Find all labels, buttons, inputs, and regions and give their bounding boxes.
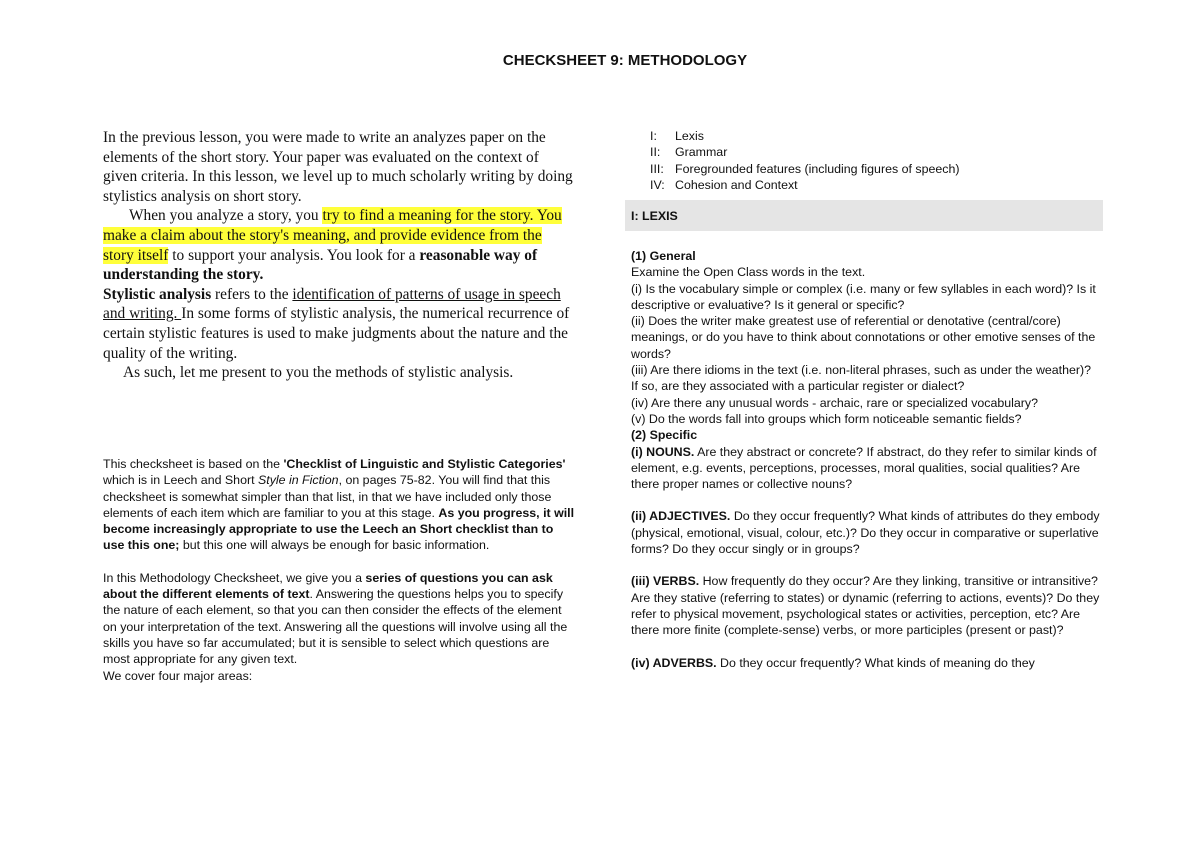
general-intro: Examine the Open Class words in the text. (631, 265, 866, 280)
page-title: CHECKSHEET 9: METHODOLOGY (502, 52, 748, 69)
intro-paragraph-2 (103, 206, 573, 284)
intro-p3-text-b: In some forms of stylistic analysis, the numerical recurrence of certain stylistic features is used to make judgments about the nature and the quality of the writing. (103, 305, 570, 362)
adverbs-item (631, 655, 1101, 671)
adverbs-text: Do they occur frequently? What kinds of meaning do they (716, 655, 1035, 670)
intro-paragraph-3 (103, 285, 573, 363)
intro-p2-text-a: When you analyze a story, you (129, 207, 323, 225)
verbs-label: (iii) VERBS. (631, 574, 700, 589)
underlined-text: identification of patterns of usage in speech and writing. (103, 285, 561, 323)
list-item-label: Lexis (675, 129, 704, 143)
checksheet-p2-text-b: . Answering the questions helps you to specify the nature of each element, so that you can then consider the effects of the element on your interpretation of the text. Answering all the questions will involve using all the skills you have so far accumulated; but it is sensible to select which questions are most appropriate for any given text. (103, 587, 568, 667)
checksheet-p1-bold: 'Checklist of Linguistic and Stylistic Categories' (283, 457, 566, 471)
checksheet-description (103, 456, 578, 684)
intro-section (103, 128, 573, 383)
lexis-section-heading: I: LEXIS (625, 200, 1103, 231)
checksheet-paragraph-2 (103, 570, 578, 668)
spacer (631, 557, 1101, 573)
highlighted-text: try to find a meaning for the story. You make a claim about the story's meaning, and provide evidence from the story itself (103, 207, 562, 264)
question-3: (iii) Are there idioms in the text (i.e. non-literal phrases, such as under the weather)? If so, are they associated with a particular register or dialect? (631, 363, 1092, 394)
major-areas-list (650, 128, 1110, 194)
adverbs-label: (iv) ADVERBS. (631, 655, 717, 670)
list-item (650, 128, 1110, 144)
list-item (650, 161, 1110, 177)
general-heading-text: (1) General (631, 249, 696, 263)
checksheet-p2-text-a: In this Methodology Checksheet, we give you a (103, 570, 366, 585)
list-item-number: I: (650, 129, 657, 143)
intro-paragraph-4: As such, let me present to you the methods of stylistic analysis. (123, 364, 514, 382)
intro-p2-bold: reasonable way of understanding the story. (103, 246, 538, 284)
adjectives-label: (ii) ADJECTIVES. (631, 509, 731, 524)
specific-heading-text: (2) Specific (631, 428, 698, 443)
list-item-label: Grammar (675, 145, 728, 160)
intro-p2-text-b: to support your analysis. You look for a (168, 246, 420, 264)
nouns-item (631, 444, 1101, 493)
nouns-text: Are they abstract or concrete? If abstract, do they refer to similar kinds of element, e.g. events, perceptions, processes, moral qualities, social qualities? Are there proper names or collective nouns? (631, 444, 1097, 492)
specific-heading (631, 427, 1101, 443)
intro-paragraph-1: In the previous lesson, you were made to write an analyzes paper on the elements of the short story. Your paper was evaluated on the context of given criteria. In this lesson, we level up to much scholarly writing by doing stylistics analysis on short story. (103, 129, 573, 205)
checksheet-p1-text-d: but this one will always be enough for basic information. (179, 538, 490, 553)
list-item-number: III: (650, 161, 664, 176)
question-5: (v) Do the words fall into groups which form noticeable semantic fields? (631, 411, 1022, 426)
spacer (103, 554, 578, 570)
checksheet-paragraph-3: We cover four major areas: (103, 668, 253, 683)
checksheet-p1-text-c: , on pages 75-82. You will find that this checksheet is somewhat simpler than that list, in that we have included only those elements of each item which are familiar to you at this stage. (103, 473, 552, 520)
general-heading (631, 248, 1101, 264)
list-item-number: II: (650, 145, 661, 160)
question-2: (ii) Does the writer make greatest use of referential or denotative (central/core) meanings, or do you have to think about connotations or other emotive senses of the words? (631, 314, 1096, 361)
spacer (631, 492, 1101, 508)
adjectives-text: Do they occur frequently? What kinds of attributes do they embody (physical, emotional, visual, colour, etc.)? Do they occur in comparative or superlative forms? Do they occur singly or in groups? (631, 509, 1100, 557)
list-item (650, 177, 1110, 193)
list-item-number: IV: (650, 178, 665, 193)
checksheet-paragraph-1 (103, 456, 578, 554)
intro-p3-bold: Stylistic analysis (103, 285, 212, 303)
list-item-label: Cohesion and Context (675, 178, 798, 193)
checksheet-p1-text-b: which is in Leech and Short (103, 473, 258, 488)
checksheet-p2-bold: series of questions you can ask about the different elements of text (103, 570, 553, 602)
checksheet-p1-italic: Style in Fiction (257, 473, 339, 488)
spacer (631, 639, 1101, 655)
intro-p3-text-a: refers to the (211, 285, 293, 303)
list-item (650, 144, 1110, 160)
list-item-label: Foregrounded features (including figures of speech) (675, 161, 960, 176)
nouns-label: (i) NOUNS. (631, 444, 695, 459)
question-1: (i) Is the vocabulary simple or complex (i.e. many or few syllables in each word)? Is it descriptive or evaluative? Is it general or specific? (631, 281, 1096, 312)
question-4: (iv) Are there any unusual words - archaic, rare or specialized vocabulary? (631, 395, 1039, 410)
verbs-item (631, 573, 1101, 638)
adjectives-item (631, 508, 1101, 557)
checksheet-p1-text-a: This checksheet is based on the (103, 457, 284, 471)
lexis-section (631, 248, 1101, 671)
checksheet-p1-bold-2: As you progress, it will become increasingly appropriate to use the Leech an Short checklist than to use this one; (103, 505, 575, 553)
verbs-text: How frequently do they occur? Are they linking, transitive or intransitive? Are they stative (referring to states) or dynamic (referring to actions, events)? Do they refer to physical movement, psychological states or activities, perception, etc? Are there more finite (complete-sense) verbs, or more participles (present or past)? (631, 574, 1100, 638)
